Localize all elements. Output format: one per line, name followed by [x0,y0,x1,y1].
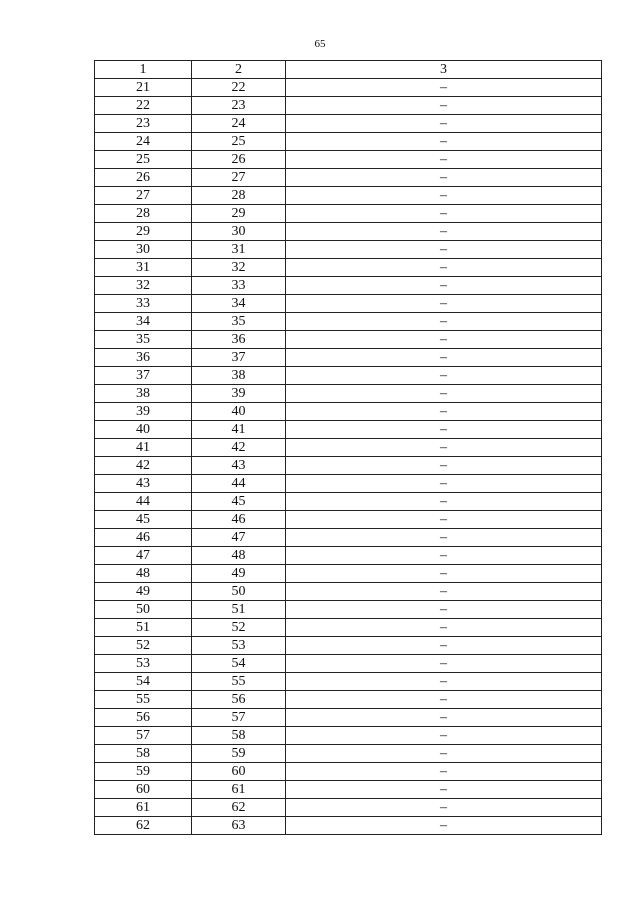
table-cell-col-2: 37 [192,349,286,367]
column-header-1: 1 [95,61,192,79]
table-cell-col-1: 46 [95,529,192,547]
table-row [95,619,602,637]
table-row [95,475,602,493]
table-cell-col-3: – [286,511,602,529]
table-cell-col-1: 32 [95,277,192,295]
table-cell-col-2: 41 [192,421,286,439]
table-cell-col-1: 43 [95,475,192,493]
table-cell-col-3: – [286,97,602,115]
table-cell-col-3: – [286,295,602,313]
table-cell-col-1: 59 [95,763,192,781]
table-cell-col-2: 48 [192,547,286,565]
table-body [95,79,602,835]
table-cell-col-3: – [286,493,602,511]
column-header-3: 3 [286,61,602,79]
table-cell-col-1: 54 [95,673,192,691]
table-cell-col-3: – [286,205,602,223]
table-cell-col-3: – [286,79,602,97]
table-row [95,637,602,655]
table-cell-col-3: – [286,367,602,385]
table-cell-col-3: – [286,529,602,547]
page-number: 65 [314,38,326,50]
table-cell-col-2: 30 [192,223,286,241]
table-cell-col-3: – [286,169,602,187]
table-cell-col-1: 28 [95,205,192,223]
table-cell-col-1: 24 [95,133,192,151]
table-cell-col-2: 58 [192,727,286,745]
table-cell-col-3: – [286,673,602,691]
table-cell-col-3: – [286,421,602,439]
table-cell-col-3: – [286,745,602,763]
table-cell-col-2: 50 [192,583,286,601]
table-cell-col-3: – [286,601,602,619]
table-cell-col-3: – [286,565,602,583]
table-cell-col-2: 33 [192,277,286,295]
table-row [95,223,602,241]
table-cell-col-2: 54 [192,655,286,673]
table-cell-col-1: 53 [95,655,192,673]
table-cell-col-2: 39 [192,385,286,403]
table-cell-col-2: 26 [192,151,286,169]
table-cell-col-1: 37 [95,367,192,385]
table-row [95,133,602,151]
table-cell-col-2: 24 [192,115,286,133]
table-cell-col-2: 35 [192,313,286,331]
table-cell-col-1: 42 [95,457,192,475]
table-cell-col-3: – [286,817,602,835]
table-cell-col-1: 27 [95,187,192,205]
table-cell-col-2: 31 [192,241,286,259]
table-row [95,367,602,385]
table-row [95,187,602,205]
table-row [95,799,602,817]
table-row [95,151,602,169]
table-cell-col-3: – [286,151,602,169]
table-cell-col-1: 39 [95,403,192,421]
table-cell-col-2: 36 [192,331,286,349]
table-cell-col-1: 62 [95,817,192,835]
table-row [95,97,602,115]
table-row [95,709,602,727]
table-row [95,691,602,709]
table-row [95,817,602,835]
table-cell-col-3: – [286,727,602,745]
table-cell-col-1: 48 [95,565,192,583]
table-cell-col-2: 57 [192,709,286,727]
table-row [95,565,602,583]
table-cell-col-1: 60 [95,781,192,799]
table-row [95,241,602,259]
table-cell-col-1: 30 [95,241,192,259]
table-cell-col-1: 34 [95,313,192,331]
table-cell-col-1: 35 [95,331,192,349]
table-cell-col-3: – [286,259,602,277]
table-row [95,295,602,313]
table-cell-col-2: 62 [192,799,286,817]
table-cell-col-2: 47 [192,529,286,547]
table-cell-col-2: 55 [192,673,286,691]
table-cell-col-2: 22 [192,79,286,97]
table-cell-col-3: – [286,763,602,781]
table-cell-col-3: – [286,655,602,673]
table-cell-col-3: – [286,349,602,367]
table-row [95,511,602,529]
table-cell-col-1: 31 [95,259,192,277]
table-row [95,79,602,97]
table-cell-col-1: 33 [95,295,192,313]
table-cell-col-2: 38 [192,367,286,385]
table-row [95,781,602,799]
table-cell-col-3: – [286,223,602,241]
table-cell-col-1: 38 [95,385,192,403]
table-cell-col-1: 51 [95,619,192,637]
table-cell-col-1: 21 [95,79,192,97]
table-cell-col-2: 49 [192,565,286,583]
table-cell-col-1: 55 [95,691,192,709]
table-cell-col-3: – [286,115,602,133]
table-row [95,115,602,133]
table-cell-col-3: – [286,133,602,151]
table-cell-col-3: – [286,475,602,493]
table-cell-col-1: 26 [95,169,192,187]
table-cell-col-1: 23 [95,115,192,133]
table-cell-col-3: – [286,331,602,349]
column-header-2: 2 [192,61,286,79]
table-cell-col-3: – [286,583,602,601]
table-cell-col-2: 25 [192,133,286,151]
table-row [95,421,602,439]
table-row [95,403,602,421]
table-cell-col-3: – [286,709,602,727]
table-cell-col-2: 56 [192,691,286,709]
table-cell-col-2: 28 [192,187,286,205]
table-row [95,169,602,187]
header-row [95,61,602,79]
table-cell-col-1: 49 [95,583,192,601]
table-cell-col-2: 63 [192,817,286,835]
table-row [95,673,602,691]
table-cell-col-2: 45 [192,493,286,511]
table-cell-col-2: 44 [192,475,286,493]
table-cell-col-3: – [286,799,602,817]
table-cell-col-3: – [286,781,602,799]
table-cell-col-3: – [286,313,602,331]
table-row [95,493,602,511]
table-cell-col-1: 58 [95,745,192,763]
table-row [95,529,602,547]
table-cell-col-3: – [286,619,602,637]
table-row [95,745,602,763]
table-cell-col-3: – [286,241,602,259]
table-row [95,601,602,619]
table-cell-col-1: 56 [95,709,192,727]
table-cell-col-1: 44 [95,493,192,511]
table-cell-col-2: 29 [192,205,286,223]
table-cell-col-1: 57 [95,727,192,745]
table-cell-col-3: – [286,403,602,421]
table-row [95,583,602,601]
table-cell-col-1: 47 [95,547,192,565]
table-cell-col-3: – [286,691,602,709]
table-cell-col-1: 45 [95,511,192,529]
table-row [95,655,602,673]
table-cell-col-2: 23 [192,97,286,115]
table-cell-col-1: 40 [95,421,192,439]
table-row [95,763,602,781]
table-cell-col-1: 52 [95,637,192,655]
table-row [95,313,602,331]
table-cell-col-1: 29 [95,223,192,241]
table-cell-col-1: 25 [95,151,192,169]
table-row [95,385,602,403]
table-cell-col-2: 51 [192,601,286,619]
table-cell-col-1: 41 [95,439,192,457]
table-cell-col-1: 22 [95,97,192,115]
table-cell-col-2: 42 [192,439,286,457]
table-cell-col-2: 52 [192,619,286,637]
table-cell-col-1: 50 [95,601,192,619]
table-row [95,439,602,457]
table-row [95,349,602,367]
table-cell-col-2: 59 [192,745,286,763]
table-cell-col-2: 60 [192,763,286,781]
table-row [95,277,602,295]
table-cell-col-2: 53 [192,637,286,655]
data-table [94,60,602,835]
table-cell-col-2: 34 [192,295,286,313]
table-row [95,457,602,475]
table-cell-col-2: 61 [192,781,286,799]
table-cell-col-3: – [286,457,602,475]
table-cell-col-3: – [286,547,602,565]
table-cell-col-3: – [286,637,602,655]
table-cell-col-1: 36 [95,349,192,367]
table-row [95,259,602,277]
table-cell-col-2: 27 [192,169,286,187]
table-row [95,205,602,223]
table-cell-col-2: 40 [192,403,286,421]
table-cell-col-2: 43 [192,457,286,475]
table-cell-col-2: 32 [192,259,286,277]
table-row [95,331,602,349]
table-cell-col-3: – [286,439,602,457]
table-cell-col-3: – [286,277,602,295]
table-cell-col-1: 61 [95,799,192,817]
table-cell-col-2: 46 [192,511,286,529]
table-cell-col-3: – [286,187,602,205]
table-row [95,727,602,745]
table-cell-col-3: – [286,385,602,403]
table-row [95,547,602,565]
